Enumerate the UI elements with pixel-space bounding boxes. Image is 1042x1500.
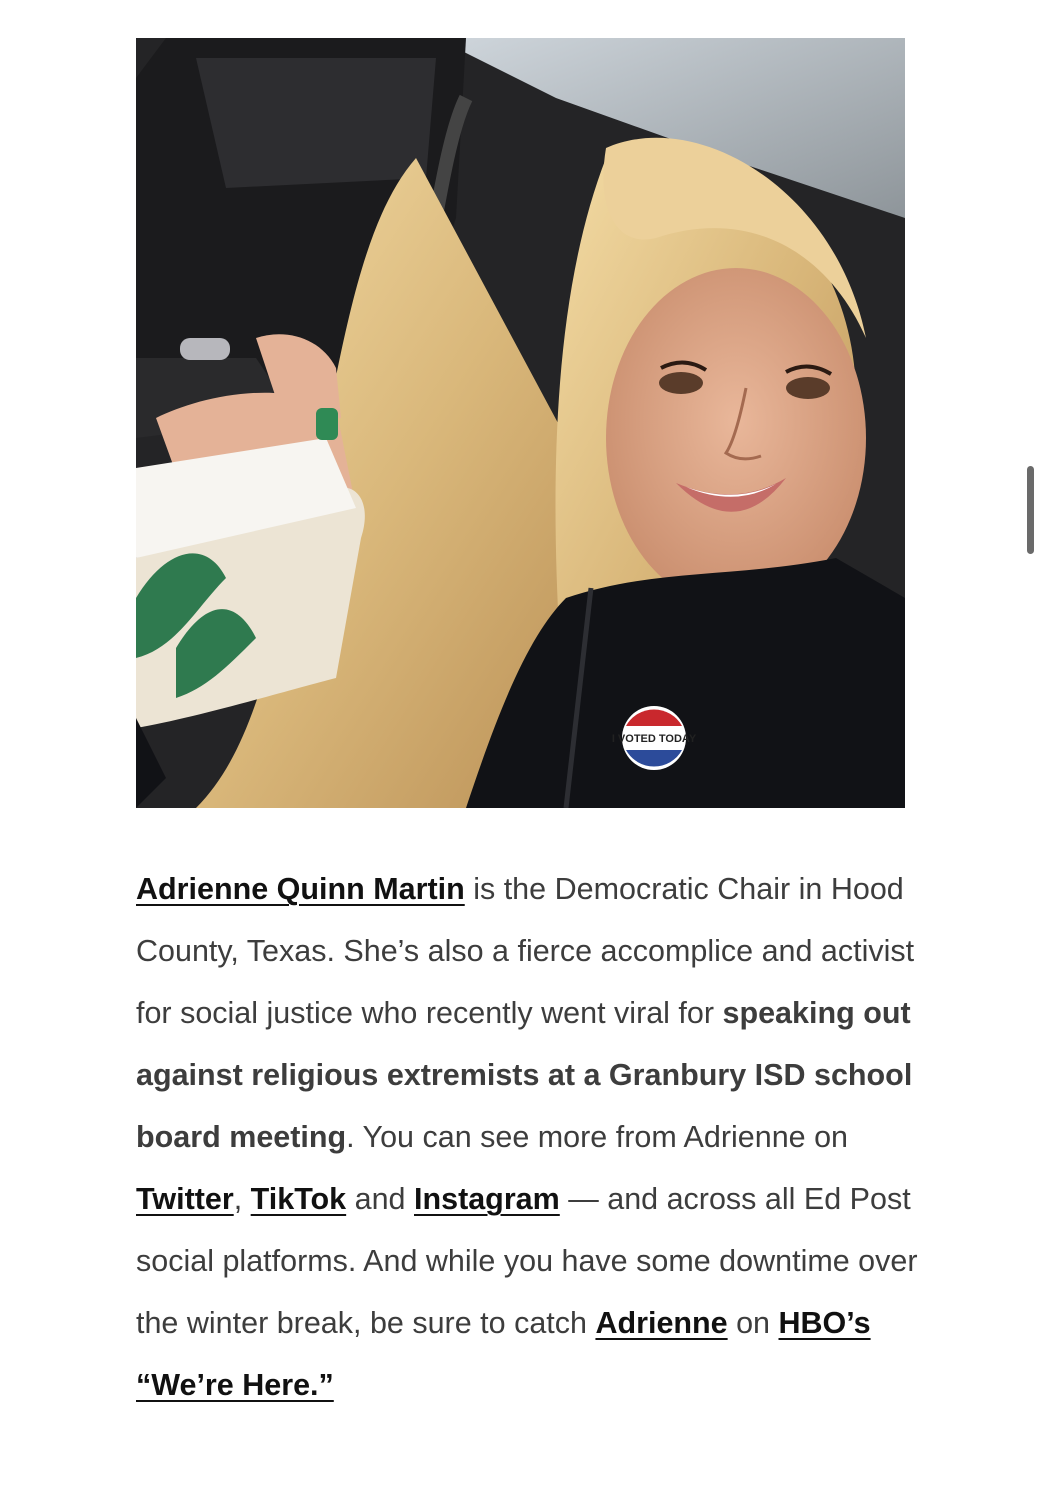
link-adrienne-quinn-martin[interactable]: Adrienne Quinn Martin (136, 872, 465, 906)
scrollbar-thumb[interactable] (1027, 466, 1034, 554)
link-adrienne[interactable]: Adrienne (595, 1306, 728, 1340)
paragraph-text-1: is the Democratic Chair in Hood County, Texas. She’s also a fierce accomplice and activist for social justice who recently went viral for (136, 872, 915, 1030)
paragraph-text-3: , (233, 1182, 251, 1216)
link-hbo-were-here[interactable]: HBO’s “We’re Here.” (136, 1306, 871, 1402)
link-twitter[interactable]: Twitter (136, 1182, 234, 1216)
bold-phrase: speaking out against religious extremists at a Granbury ISD school board meeting (136, 996, 913, 1154)
selfie-image (136, 38, 905, 808)
link-tiktok[interactable]: TikTok (250, 1182, 347, 1216)
paragraph-text-4: and (346, 1182, 414, 1216)
article-photo (136, 38, 905, 808)
article-paragraph (136, 858, 926, 1416)
link-instagram[interactable]: Instagram (414, 1182, 560, 1216)
paragraph-text-5: — and across all Ed Post social platforms. And while you have some downtime over the winter break, be sure to catch (136, 1182, 918, 1340)
paragraph-text-2: . You can see more from Adrienne on (346, 1120, 849, 1154)
paragraph-text-6: on (727, 1306, 779, 1340)
voted-sticker-text: I VOTED TODAY (611, 733, 697, 745)
